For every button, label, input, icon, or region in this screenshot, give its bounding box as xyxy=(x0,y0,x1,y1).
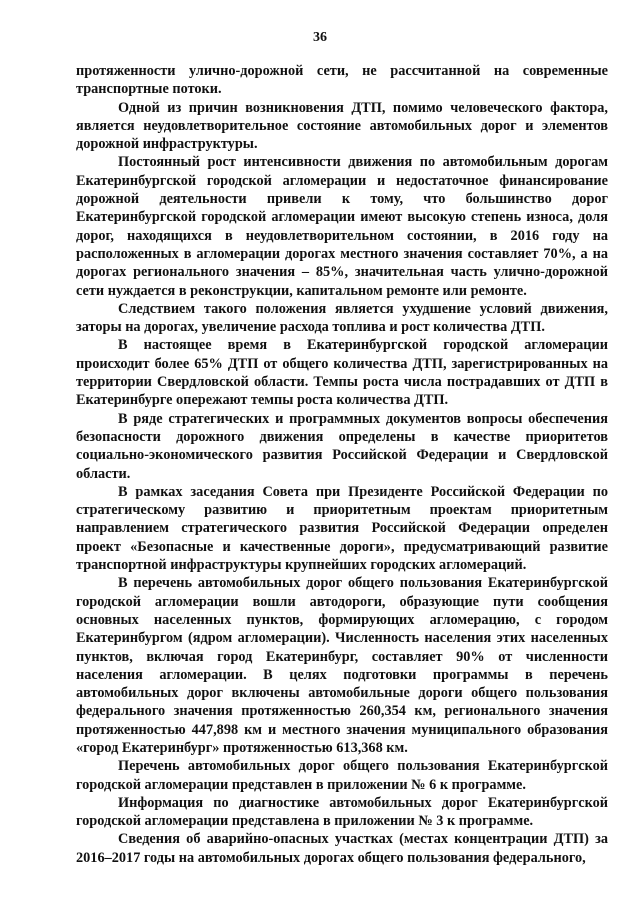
paragraph: В настоящее время в Екатеринбургской городской агломерации происходит более 65% ДТП от общего количества ДТП, зарегистрированных на территории Свердловской области. Темпы роста числа пострадавших от ДТП в Екатеринбурге опережают темпы роста количества ДТП. xyxy=(76,337,608,409)
paragraph: В перечень автомобильных дорог общего пользования Екатеринбургской городской агломерации вошли автодороги, образующие пути сообщения основных населенных пунктов, формирующих агломерацию, с городом Екатеринбургом (ядром агломерации). Численность населения этих населенных пунктов, включая город Екатеринбург, составляет 90% от численности населения агломерации. В целях подготовки программы в перечень автомобильных дорог включены автомобильные дороги общего пользования федерального значения протяженностью 260,354 км, регионального значения протяженностью 447,898 км и местного значения муниципального образования «город Екатеринбург» протяженностью 613,368 км. xyxy=(76,575,608,756)
paragraph: В ряде стратегических и программных документов вопросы обеспечения безопасности дорожного движения определены в качестве приоритетов социально-экономического развития Российской Федерации и Свердловской области. xyxy=(76,410,608,482)
paragraph: Сведения об аварийно-опасных участках (местах концентрации ДТП) за 2016–2017 годы на автомобильных дорогах общего пользования федерального, xyxy=(76,831,608,866)
paragraph: Постоянный рост интенсивности движения по автомобильным дорогам Екатеринбургской городской агломерации и недостаточное финансирование дорожной деятельности привели к тому, что большинство дорог Екатеринбургской городской агломерации имеют высокую степень износа, доля дорог, находящихся в неудовлетворительном состоянии, в 2016 году на расположенных в агломерации дорогах местного значения составляет 70%, а на дорогах регионального значения – 85%, значительная часть улично-дорожной сети нуждается в реконструкции, капитальном ремонте или ремонте. xyxy=(76,154,608,299)
paragraph: Одной из причин возникновения ДТП, помимо человеческого фактора, является неудовлетворительное состояние автомобильных дорог и элементов дорожной инфраструктуры. xyxy=(76,99,608,153)
paragraph: В рамках заседания Совета при Президенте Российской Федерации по стратегическому развитию и приоритетным проектам приоритетным направлением стратегического развития Российской Федерации определен проект «Безопасные и качественные дороги», предусматривающий развитие транспортной инфраструктуры крупнейших городских агломераций. xyxy=(76,483,608,574)
body-text xyxy=(76,62,608,867)
page-number: 36 xyxy=(313,30,327,45)
paragraph-continuation: протяженности улично-дорожной сети, не рассчитанной на современные транспортные потоки. xyxy=(76,63,608,98)
paragraph: Следствием такого положения является ухудшение условий движения, заторы на дорогах, увеличение расхода топлива и рост количества ДТП. xyxy=(76,300,608,336)
paragraph: Перечень автомобильных дорог общего пользования Екатеринбургской городской агломерации представлен в приложении № 6 к программе. xyxy=(76,758,608,793)
paragraph: Информация по диагностике автомобильных дорог Екатеринбургской городской агломерации представлена в приложении № 3 к программе. xyxy=(76,794,608,830)
